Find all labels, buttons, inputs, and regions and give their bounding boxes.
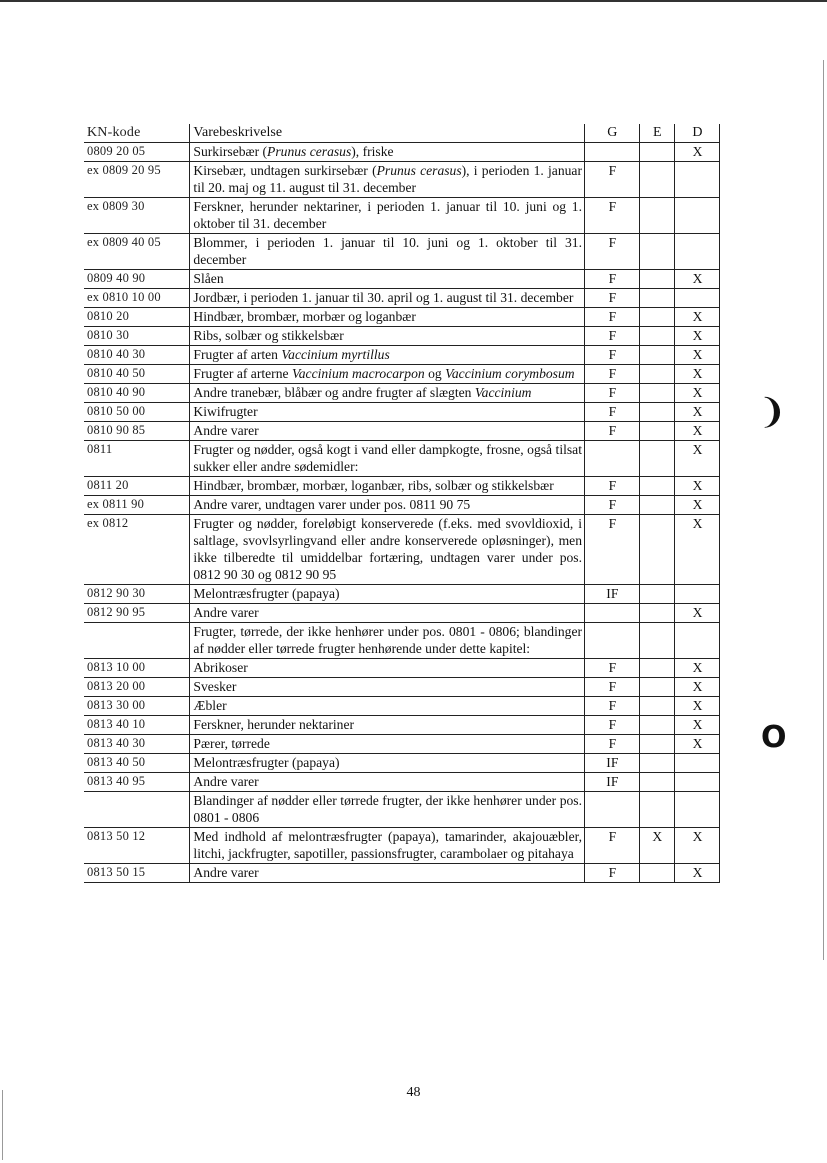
cell-d	[674, 773, 719, 792]
cell-d	[674, 623, 719, 659]
cell-kn: 0809 40 90	[84, 270, 190, 289]
margin-bracket-mark: ❩	[758, 392, 787, 432]
cell-desc: Svesker	[190, 678, 585, 697]
cell-kn: 0810 20	[84, 308, 190, 327]
cell-g: F	[585, 162, 640, 198]
cell-d: X	[674, 735, 719, 754]
table-row	[84, 270, 720, 289]
cell-d: X	[674, 143, 719, 162]
cell-g: IF	[585, 773, 640, 792]
cell-d: X	[674, 659, 719, 678]
cell-desc: Frugter, tørrede, der ikke henhører under pos. 0801 - 0806; blandinger af nødder eller tørrede frugter henhørende under dette kapitel:	[190, 623, 585, 659]
table-row	[84, 716, 720, 735]
table-row	[84, 234, 720, 270]
cell-e	[639, 198, 674, 234]
cell-desc: Frugter og nødder, også kogt i vand eller dampkogte, frosne, også tilsat sukker eller andre sødemidler:	[190, 441, 585, 477]
cell-kn: ex 0809 20 95	[84, 162, 190, 198]
cell-d	[674, 289, 719, 308]
cell-desc: Frugter og nødder, foreløbigt konserverede (f.eks. med svovldioxid, i saltlage, svovlsyrlingvand eller andre konserverede opløsninger), men ikke tilberedte til umiddelbar fortæring, undtagen varer under pos. 0812 90 30 og 0812 90 95	[190, 515, 585, 585]
table-row	[84, 403, 720, 422]
cell-d: X	[674, 384, 719, 403]
cell-g	[585, 623, 640, 659]
cell-d: X	[674, 403, 719, 422]
cell-desc: Andre varer	[190, 604, 585, 623]
cell-d: X	[674, 327, 719, 346]
cell-desc: Andre varer	[190, 422, 585, 441]
cell-e	[639, 346, 674, 365]
cell-d: X	[674, 496, 719, 515]
cell-desc: Andre varer	[190, 864, 585, 883]
cell-desc: Surkirsebær (Prunus cerasus), friske	[190, 143, 585, 162]
cell-e	[639, 234, 674, 270]
cell-desc: Frugter af arten Vaccinium myrtillus	[190, 346, 585, 365]
cell-kn: ex 0809 30	[84, 198, 190, 234]
cell-desc: Kirsebær, undtagen surkirsebær (Prunus cerasus), i perioden 1. januar til 20. maj og 11. august til 31. december	[190, 162, 585, 198]
right-edge-line	[823, 60, 824, 960]
header-kn: KN-kode	[84, 124, 190, 143]
cell-kn: 0813 40 30	[84, 735, 190, 754]
cell-g: F	[585, 716, 640, 735]
cell-desc: Blandinger af nødder eller tørrede frugter, der ikke henhører under pos. 0801 - 0806	[190, 792, 585, 828]
cell-desc: Hindbær, brombær, morbær, loganbær, ribs, solbær og stikkelsbær	[190, 477, 585, 496]
cell-desc: Æbler	[190, 697, 585, 716]
page-number: 48	[406, 1085, 421, 1100]
cell-e	[639, 441, 674, 477]
tariff-table	[84, 124, 720, 883]
cell-e	[639, 289, 674, 308]
cell-g: F	[585, 270, 640, 289]
cell-d	[674, 198, 719, 234]
cell-kn: 0813 40 10	[84, 716, 190, 735]
cell-desc: Hindbær, brombær, morbær og loganbær	[190, 308, 585, 327]
cell-d: X	[674, 270, 719, 289]
table-row	[84, 327, 720, 346]
table-header-row	[84, 124, 720, 143]
cell-kn: 0813 10 00	[84, 659, 190, 678]
cell-g: F	[585, 422, 640, 441]
cell-g: F	[585, 234, 640, 270]
cell-g: F	[585, 735, 640, 754]
cell-kn: 0813 40 95	[84, 773, 190, 792]
cell-d	[674, 162, 719, 198]
table-row	[84, 384, 720, 403]
cell-e: X	[639, 828, 674, 864]
cell-kn	[84, 623, 190, 659]
cell-g: F	[585, 828, 640, 864]
cell-e	[639, 678, 674, 697]
cell-g	[585, 604, 640, 623]
cell-desc: Ferskner, herunder nektariner, i perioden 1. januar til 10. juni og 1. oktober til 31. december	[190, 198, 585, 234]
table-row	[84, 792, 720, 828]
cell-g	[585, 143, 640, 162]
cell-e	[639, 754, 674, 773]
table-row	[84, 659, 720, 678]
cell-g: F	[585, 308, 640, 327]
cell-d	[674, 585, 719, 604]
cell-g: F	[585, 327, 640, 346]
cell-desc: Andre tranebær, blåbær og andre frugter af slægten Vaccinium	[190, 384, 585, 403]
table-row	[84, 604, 720, 623]
cell-e	[639, 384, 674, 403]
cell-d: X	[674, 678, 719, 697]
table-row	[84, 773, 720, 792]
cell-kn: ex 0810 10 00	[84, 289, 190, 308]
cell-e	[639, 716, 674, 735]
cell-e	[639, 327, 674, 346]
cell-g: F	[585, 678, 640, 697]
cell-desc: Med indhold af melontræsfrugter (papaya), tamarinder, akajouæbler, litchi, jackfrugter, sapotiller, passionsfrugter, carambolaer og pitahaya	[190, 828, 585, 864]
cell-kn: ex 0811 90	[84, 496, 190, 515]
cell-d	[674, 754, 719, 773]
cell-g	[585, 441, 640, 477]
cell-e	[639, 515, 674, 585]
cell-g: F	[585, 659, 640, 678]
cell-g: IF	[585, 754, 640, 773]
cell-kn: ex 0812	[84, 515, 190, 585]
cell-kn: 0810 30	[84, 327, 190, 346]
cell-g: F	[585, 697, 640, 716]
table-body	[84, 124, 720, 883]
cell-desc: Abrikoser	[190, 659, 585, 678]
cell-kn: ex 0809 40 05	[84, 234, 190, 270]
table-row	[84, 828, 720, 864]
cell-kn: 0812 90 30	[84, 585, 190, 604]
cell-desc: Pærer, tørrede	[190, 735, 585, 754]
cell-g: F	[585, 496, 640, 515]
cell-g: F	[585, 289, 640, 308]
cell-d: X	[674, 515, 719, 585]
cell-kn: 0813 50 15	[84, 864, 190, 883]
cell-kn: 0810 90 85	[84, 422, 190, 441]
cell-e	[639, 773, 674, 792]
cell-g: F	[585, 198, 640, 234]
header-e: E	[639, 124, 674, 143]
cell-d: X	[674, 828, 719, 864]
cell-kn: 0810 40 90	[84, 384, 190, 403]
header-desc: Varebeskrivelse	[190, 124, 585, 143]
table-row	[84, 365, 720, 384]
cell-e	[639, 623, 674, 659]
cell-e	[639, 792, 674, 828]
table-row	[84, 735, 720, 754]
cell-e	[639, 365, 674, 384]
cell-e	[639, 659, 674, 678]
cell-d: X	[674, 697, 719, 716]
cell-d: X	[674, 441, 719, 477]
table-row	[84, 143, 720, 162]
cell-e	[639, 403, 674, 422]
cell-desc: Melontræsfrugter (papaya)	[190, 754, 585, 773]
cell-desc: Frugter af arterne Vaccinium macrocarpon og Vaccinium corymbosum	[190, 365, 585, 384]
table-row	[84, 678, 720, 697]
cell-desc: Melontræsfrugter (papaya)	[190, 585, 585, 604]
cell-kn: 0813 50 12	[84, 828, 190, 864]
header-g: G	[585, 124, 640, 143]
cell-desc: Kiwifrugter	[190, 403, 585, 422]
cell-g: F	[585, 864, 640, 883]
cell-d	[674, 234, 719, 270]
top-edge-line	[0, 0, 827, 2]
cell-g	[585, 792, 640, 828]
table-row	[84, 422, 720, 441]
cell-g: F	[585, 515, 640, 585]
cell-kn: 0810 40 50	[84, 365, 190, 384]
cell-g: F	[585, 403, 640, 422]
cell-e	[639, 496, 674, 515]
cell-d: X	[674, 716, 719, 735]
table-row	[84, 441, 720, 477]
cell-g: F	[585, 384, 640, 403]
cell-d: X	[674, 365, 719, 384]
table-row	[84, 623, 720, 659]
table-row	[84, 289, 720, 308]
cell-d: X	[674, 346, 719, 365]
cell-desc: Andre varer	[190, 773, 585, 792]
table-row	[84, 198, 720, 234]
cell-e	[639, 162, 674, 198]
cell-desc: Andre varer, undtagen varer under pos. 0811 90 75	[190, 496, 585, 515]
cell-d: X	[674, 477, 719, 496]
table-row	[84, 346, 720, 365]
cell-d: X	[674, 864, 719, 883]
cell-kn: 0810 40 30	[84, 346, 190, 365]
margin-circle-mark: O	[761, 720, 787, 755]
cell-kn: 0811	[84, 441, 190, 477]
cell-g: F	[585, 365, 640, 384]
cell-kn: 0811 20	[84, 477, 190, 496]
table-row	[84, 754, 720, 773]
cell-e	[639, 143, 674, 162]
cell-kn	[84, 792, 190, 828]
cell-kn: 0813 30 00	[84, 697, 190, 716]
table-row	[84, 515, 720, 585]
cell-e	[639, 735, 674, 754]
cell-d: X	[674, 308, 719, 327]
table-row	[84, 496, 720, 515]
cell-kn: 0813 20 00	[84, 678, 190, 697]
cell-g: F	[585, 477, 640, 496]
cell-desc: Ribs, solbær og stikkelsbær	[190, 327, 585, 346]
cell-d	[674, 792, 719, 828]
cell-e	[639, 308, 674, 327]
cell-kn: 0810 50 00	[84, 403, 190, 422]
table-row	[84, 162, 720, 198]
cell-g: IF	[585, 585, 640, 604]
cell-e	[639, 864, 674, 883]
cell-g: F	[585, 346, 640, 365]
table-row	[84, 697, 720, 716]
cell-e	[639, 477, 674, 496]
table-row	[84, 308, 720, 327]
cell-d: X	[674, 422, 719, 441]
cell-d: X	[674, 604, 719, 623]
cell-e	[639, 422, 674, 441]
cell-e	[639, 585, 674, 604]
table-row	[84, 477, 720, 496]
cell-desc: Slåen	[190, 270, 585, 289]
cell-e	[639, 697, 674, 716]
table-row	[84, 585, 720, 604]
header-d: D	[674, 124, 719, 143]
cell-kn: 0809 20 05	[84, 143, 190, 162]
cell-kn: 0812 90 95	[84, 604, 190, 623]
cell-e	[639, 604, 674, 623]
cell-desc: Ferskner, herunder nektariner	[190, 716, 585, 735]
cell-desc: Jordbær, i perioden 1. januar til 30. april og 1. august til 31. december	[190, 289, 585, 308]
cell-kn: 0813 40 50	[84, 754, 190, 773]
cell-e	[639, 270, 674, 289]
cell-desc: Blommer, i perioden 1. januar til 10. juni og 1. oktober til 31. december	[190, 234, 585, 270]
table-row	[84, 864, 720, 883]
